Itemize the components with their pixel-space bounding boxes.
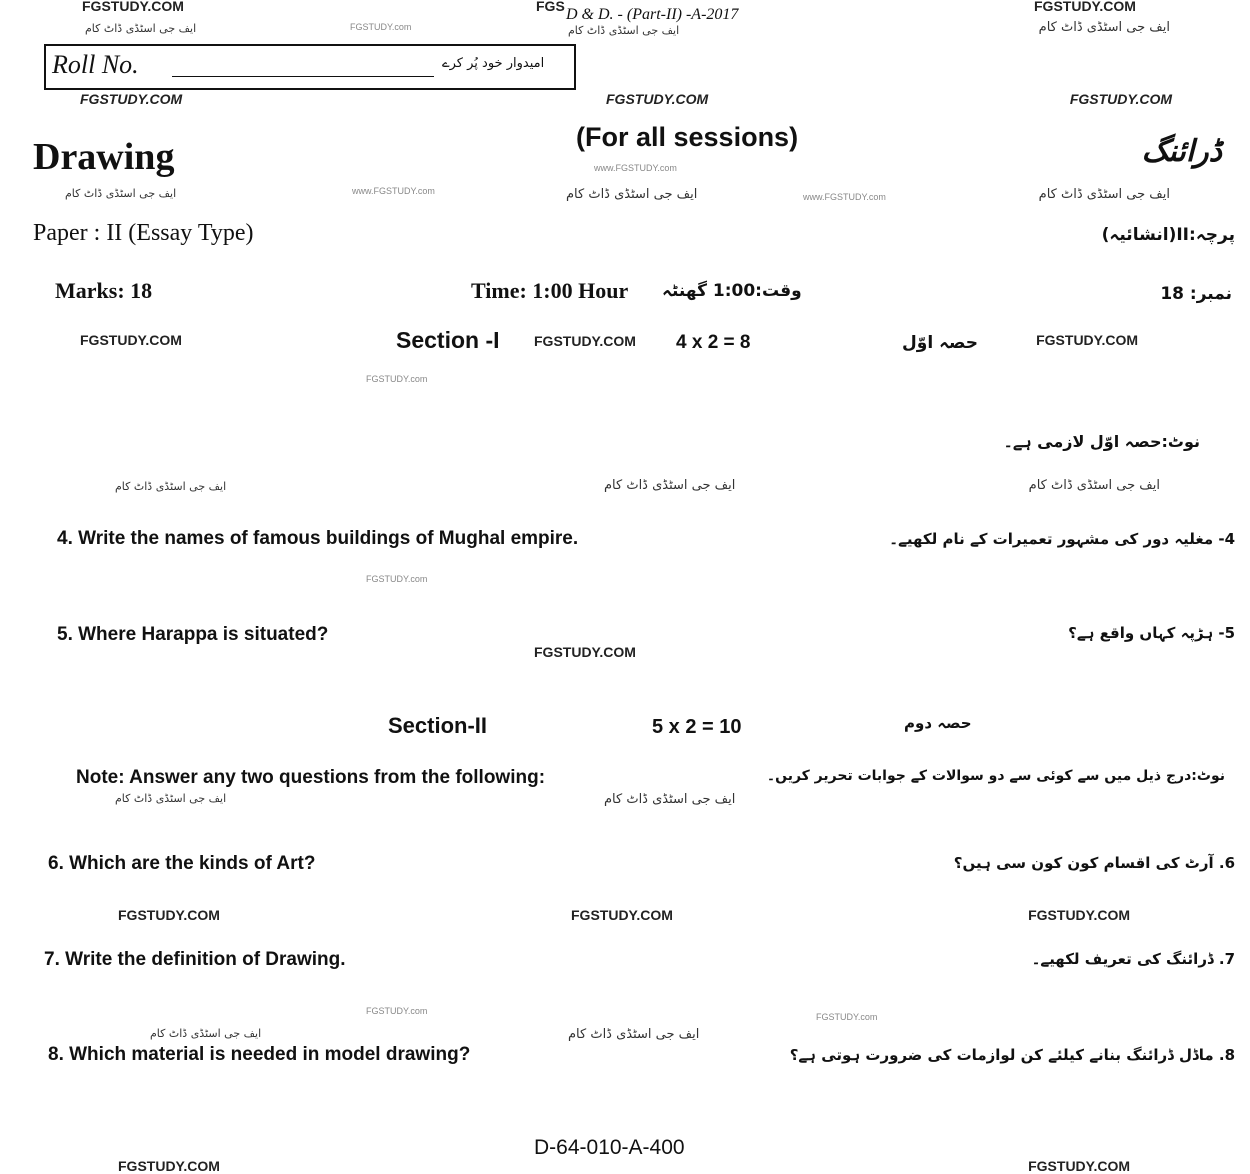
sessions-label: (For all sessions) bbox=[576, 122, 799, 152]
question-7: 7. Write the definition of Drawing. bbox=[44, 949, 346, 970]
section-1-scheme: 4 x 2 = 8 bbox=[676, 332, 751, 353]
roll-line[interactable] bbox=[172, 76, 434, 77]
paper-code: D & D. - (Part-II) -A-2017 bbox=[566, 6, 739, 23]
question-6-urdu: 6. آرٹ کی اقسام کون کون سی ہیں؟ bbox=[953, 854, 1235, 872]
section-2-note: Note: Answer any two questions from the following: bbox=[76, 767, 546, 788]
watermark: FGSTUDY.COM bbox=[82, 0, 184, 14]
watermark-urdu: ایف جی اسٹڈی ڈاٹ کام bbox=[85, 22, 197, 35]
section-2-scheme: 5 x 2 = 10 bbox=[652, 716, 742, 738]
watermark-small: FGSTUDY.com bbox=[350, 22, 412, 32]
question-4: 4. Write the names of famous buildings of Mughal empire. bbox=[57, 528, 579, 549]
section-2-title: Section-II bbox=[388, 713, 488, 738]
section-2-note-urdu: نوٹ:درج ذیل میں سے کوئی سے دو سوالات کے جوابات تحریر کریں۔ bbox=[766, 768, 1225, 784]
watermark: FGSTUDY.COM bbox=[80, 332, 182, 348]
watermark-urdu: ایف جی اسٹڈی ڈاٹ کام bbox=[568, 24, 680, 37]
watermark: FGSTUDY.COM bbox=[1028, 907, 1130, 923]
watermark: FGSTUDY.COM bbox=[118, 1158, 220, 1174]
section-2-title-urdu: حصہ دوم bbox=[904, 714, 972, 732]
watermark-small: FGSTUDY.com bbox=[366, 1006, 428, 1016]
roll-urdu: امیدوار خود پُر کرے bbox=[442, 56, 545, 71]
watermark: FGSTUDY.COM bbox=[1028, 1158, 1130, 1174]
watermark: FGSTUDY.COM bbox=[118, 907, 220, 923]
footer-code: D-64-010-A-400 bbox=[534, 1136, 685, 1159]
section-1-title: Section -I bbox=[396, 327, 500, 353]
watermark: FGS bbox=[536, 0, 565, 14]
watermark: FGSTUDY.COM bbox=[606, 91, 709, 107]
watermark: FGSTUDY.COM bbox=[1034, 0, 1136, 14]
roll-number-box[interactable] bbox=[44, 44, 576, 90]
subject-title: Drawing bbox=[33, 136, 175, 178]
watermark: FGSTUDY.COM bbox=[80, 91, 183, 107]
watermark-urdu: ایف جی اسٹڈی ڈاٹ کام bbox=[115, 480, 227, 493]
question-4-urdu: 4- مغلیہ دور کی مشہور تعمیرات کے نام لکھیے۔ bbox=[889, 530, 1235, 548]
paper-type: Paper : II (Essay Type) bbox=[33, 220, 254, 246]
paper-type-urdu: پرچہ:II(انشائیہ) bbox=[1101, 225, 1235, 245]
watermark: FGSTUDY.COM bbox=[1036, 332, 1138, 348]
watermark: FGSTUDY.COM bbox=[534, 644, 636, 660]
subject-title-urdu: ڈرائنگ bbox=[1141, 134, 1222, 169]
marks-urdu: نمبر: 18 bbox=[1160, 284, 1232, 304]
watermark-small: FGSTUDY.com bbox=[366, 574, 428, 584]
watermark-www: www.FGSTUDY.com bbox=[594, 163, 677, 173]
section-1-note: نوٹ:حصہ اوّل لازمی ہے۔ bbox=[1003, 432, 1200, 451]
watermark: FGSTUDY.COM bbox=[534, 333, 636, 349]
watermark-urdu: ایف جی اسٹڈی ڈاٹ کام bbox=[150, 1027, 262, 1040]
question-5-urdu: 5- ہڑپہ کہاں واقع ہے؟ bbox=[1068, 624, 1235, 642]
watermark-urdu: ایف جی اسٹڈی ڈاٹ کام bbox=[1028, 478, 1160, 493]
watermark: FGSTUDY.COM bbox=[571, 907, 673, 923]
time: Time: 1:00 Hour bbox=[471, 278, 629, 303]
watermark-urdu: ایف جی اسٹڈی ڈاٹ کام bbox=[1038, 20, 1170, 35]
question-6: 6. Which are the kinds of Art? bbox=[48, 853, 316, 874]
watermark-small: FGSTUDY.com bbox=[816, 1012, 878, 1022]
question-5: 5. Where Harappa is situated? bbox=[57, 624, 329, 645]
watermark-urdu: ایف جی اسٹڈی ڈاٹ کام bbox=[566, 187, 698, 202]
watermark-urdu: ایف جی اسٹڈی ڈاٹ کام bbox=[604, 478, 736, 493]
watermark-www: www.FGSTUDY.com bbox=[352, 186, 435, 196]
watermark-small: FGSTUDY.com bbox=[366, 374, 428, 384]
marks: Marks: 18 bbox=[55, 278, 153, 303]
watermark-urdu: ایف جی اسٹڈی ڈاٹ کام bbox=[65, 187, 177, 200]
section-1-title-urdu: حصہ اوّل bbox=[902, 333, 979, 353]
question-8-urdu: 8. ماڈل ڈرائنگ بنانے کیلئے کن لوازمات کی ضرورت ہوتی ہے؟ bbox=[789, 1046, 1235, 1064]
watermark-urdu: ایف جی اسٹڈی ڈاٹ کام bbox=[568, 1027, 700, 1042]
watermark-urdu: ایف جی اسٹڈی ڈاٹ کام bbox=[604, 792, 736, 807]
time-urdu: وقت:1:00 گھنٹہ bbox=[662, 281, 802, 301]
watermark: FGSTUDY.COM bbox=[1069, 91, 1172, 107]
question-7-urdu: 7. ڈرائنگ کی تعریف لکھیے۔ bbox=[1031, 950, 1235, 968]
watermark-www: www.FGSTUDY.com bbox=[803, 192, 886, 202]
roll-label: Roll No. bbox=[52, 50, 139, 79]
watermark-urdu: ایف جی اسٹڈی ڈاٹ کام bbox=[115, 792, 227, 805]
question-8: 8. Which material is needed in model drawing? bbox=[48, 1044, 471, 1065]
watermark-urdu: ایف جی اسٹڈی ڈاٹ کام bbox=[1038, 187, 1170, 202]
